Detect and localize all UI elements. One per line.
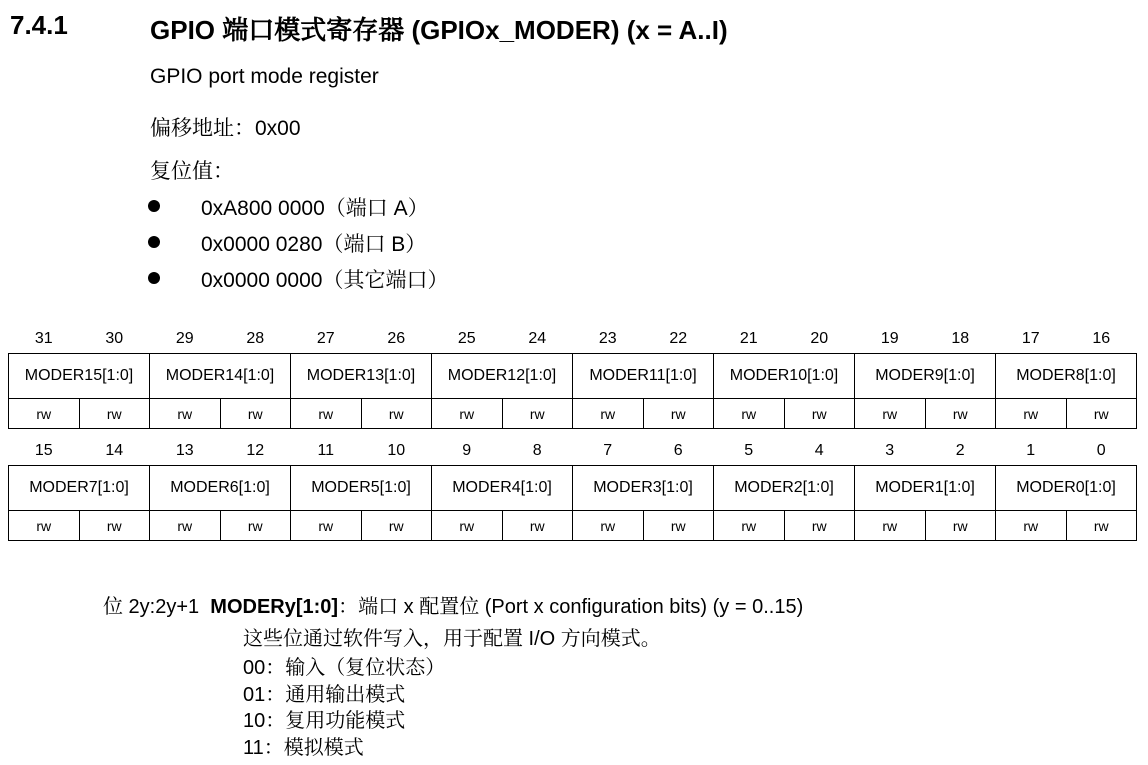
field-name-row — [9, 354, 1137, 399]
field-moder3: MODER3[1:0] — [573, 466, 714, 511]
access-cell: rw — [361, 399, 432, 429]
field-name: MODERy[1:0] — [210, 596, 339, 618]
field-moder9: MODER9[1:0] — [855, 354, 996, 399]
access-cell: rw — [79, 511, 150, 541]
access-cell: rw — [1066, 399, 1137, 429]
bit-number: 29 — [175, 330, 194, 347]
field-description-header — [103, 590, 803, 619]
field-moder10: MODER10[1:0] — [714, 354, 855, 399]
field-moder13: MODER13[1:0] — [291, 354, 432, 399]
reset-value-text: 0x0000 0000（其它端口） — [201, 269, 449, 292]
field-moder14: MODER14[1:0] — [150, 354, 291, 399]
bit-number: 19 — [880, 330, 899, 347]
register-english-name: GPIO port mode register — [150, 65, 379, 88]
access-cell: rw — [220, 399, 291, 429]
mode-option: 00：输入（复位状态） — [243, 657, 446, 679]
access-cell: rw — [855, 511, 926, 541]
bit-number: 31 — [34, 330, 53, 347]
bit-number: 17 — [1021, 330, 1040, 347]
mode-option: 01：通用输出模式 — [243, 684, 406, 706]
bit-number: 12 — [246, 442, 265, 459]
access-cell: rw — [996, 399, 1067, 429]
bit-number: 27 — [316, 330, 335, 347]
access-cell: rw — [714, 511, 785, 541]
reset-value-text: 0x0000 0280（端口 B） — [201, 233, 427, 256]
bit-number: 0 — [1096, 442, 1106, 459]
bit-number: 26 — [387, 330, 406, 347]
mode-option: 11：模拟模式 — [243, 737, 364, 759]
bullet-icon — [148, 272, 160, 284]
access-cell: rw — [784, 399, 855, 429]
access-cell: rw — [925, 399, 996, 429]
bit-number: 23 — [598, 330, 617, 347]
bit-number: 21 — [739, 330, 758, 347]
field-moder15: MODER15[1:0] — [9, 354, 150, 399]
access-cell: rw — [1066, 511, 1137, 541]
access-row — [9, 511, 1137, 541]
bit-number-row — [9, 437, 1137, 466]
field-moder11: MODER11[1:0] — [573, 354, 714, 399]
bit-number: 15 — [34, 442, 53, 459]
access-cell: rw — [220, 511, 291, 541]
access-cell: rw — [9, 511, 80, 541]
section-number: 7.4.1 — [10, 10, 68, 40]
bit-number: 16 — [1092, 330, 1111, 347]
bit-number: 22 — [669, 330, 688, 347]
field-moder5: MODER5[1:0] — [291, 466, 432, 511]
access-cell: rw — [361, 511, 432, 541]
access-cell: rw — [291, 399, 362, 429]
field-moder7: MODER7[1:0] — [9, 466, 150, 511]
access-cell: rw — [573, 399, 644, 429]
field-name-row — [9, 466, 1137, 511]
bit-number: 24 — [528, 330, 547, 347]
mode-option: 10：复用功能模式 — [243, 710, 406, 732]
access-cell: rw — [643, 511, 714, 541]
access-cell: rw — [573, 511, 644, 541]
bit-number: 6 — [673, 442, 683, 459]
bit-number: 2 — [955, 442, 965, 459]
access-row — [9, 399, 1137, 429]
description-line: 这些位通过软件写入，用于配置 I/O 方向模式。 — [243, 628, 661, 650]
bit-number: 4 — [814, 442, 824, 459]
bit-range: 位 2y:2y+1 — [103, 596, 200, 618]
offset-address: 偏移地址：0x00 — [150, 117, 301, 140]
access-cell: rw — [79, 399, 150, 429]
bullet-icon — [148, 200, 160, 212]
bit-number: 9 — [462, 442, 472, 459]
field-moder1: MODER1[1:0] — [855, 466, 996, 511]
bit-number: 7 — [603, 442, 613, 459]
access-cell: rw — [784, 511, 855, 541]
access-cell: rw — [855, 399, 926, 429]
bit-number: 30 — [105, 330, 124, 347]
field-moder0: MODER0[1:0] — [996, 466, 1137, 511]
bit-number: 18 — [951, 330, 970, 347]
field-moder4: MODER4[1:0] — [432, 466, 573, 511]
access-cell: rw — [502, 399, 573, 429]
access-cell: rw — [150, 399, 221, 429]
bit-number: 1 — [1026, 442, 1036, 459]
bit-number-row — [9, 325, 1137, 354]
bit-number: 8 — [532, 442, 542, 459]
access-cell: rw — [643, 399, 714, 429]
register-table-lower — [8, 437, 1137, 541]
bit-number: 28 — [246, 330, 265, 347]
access-cell: rw — [291, 511, 362, 541]
bit-number: 5 — [744, 442, 754, 459]
access-cell: rw — [432, 399, 503, 429]
bit-number: 20 — [810, 330, 829, 347]
reset-value-label: 复位值： — [150, 160, 234, 183]
bit-number: 25 — [457, 330, 476, 347]
reset-value-text: 0xA800 0000（端口 A） — [201, 197, 429, 220]
field-moder2: MODER2[1:0] — [714, 466, 855, 511]
bullet-icon — [148, 236, 160, 248]
field-moder8: MODER8[1:0] — [996, 354, 1137, 399]
bit-number: 3 — [885, 442, 895, 459]
access-cell: rw — [502, 511, 573, 541]
access-cell: rw — [714, 399, 785, 429]
bit-number: 11 — [317, 442, 335, 459]
access-cell: rw — [996, 511, 1067, 541]
field-summary: ：端口 x 配置位 (Port x configuration bits) (y = 0..15) — [338, 596, 804, 618]
access-cell: rw — [432, 511, 503, 541]
access-cell: rw — [9, 399, 80, 429]
bit-number: 13 — [175, 442, 194, 459]
access-cell: rw — [925, 511, 996, 541]
register-table-upper — [8, 325, 1137, 429]
field-moder12: MODER12[1:0] — [432, 354, 573, 399]
bit-number: 14 — [105, 442, 124, 459]
field-moder6: MODER6[1:0] — [150, 466, 291, 511]
access-cell: rw — [150, 511, 221, 541]
section-title: GPIO 端口模式寄存器 (GPIOx_MODER) (x = A..I) — [150, 15, 728, 45]
bit-number: 10 — [387, 442, 406, 459]
